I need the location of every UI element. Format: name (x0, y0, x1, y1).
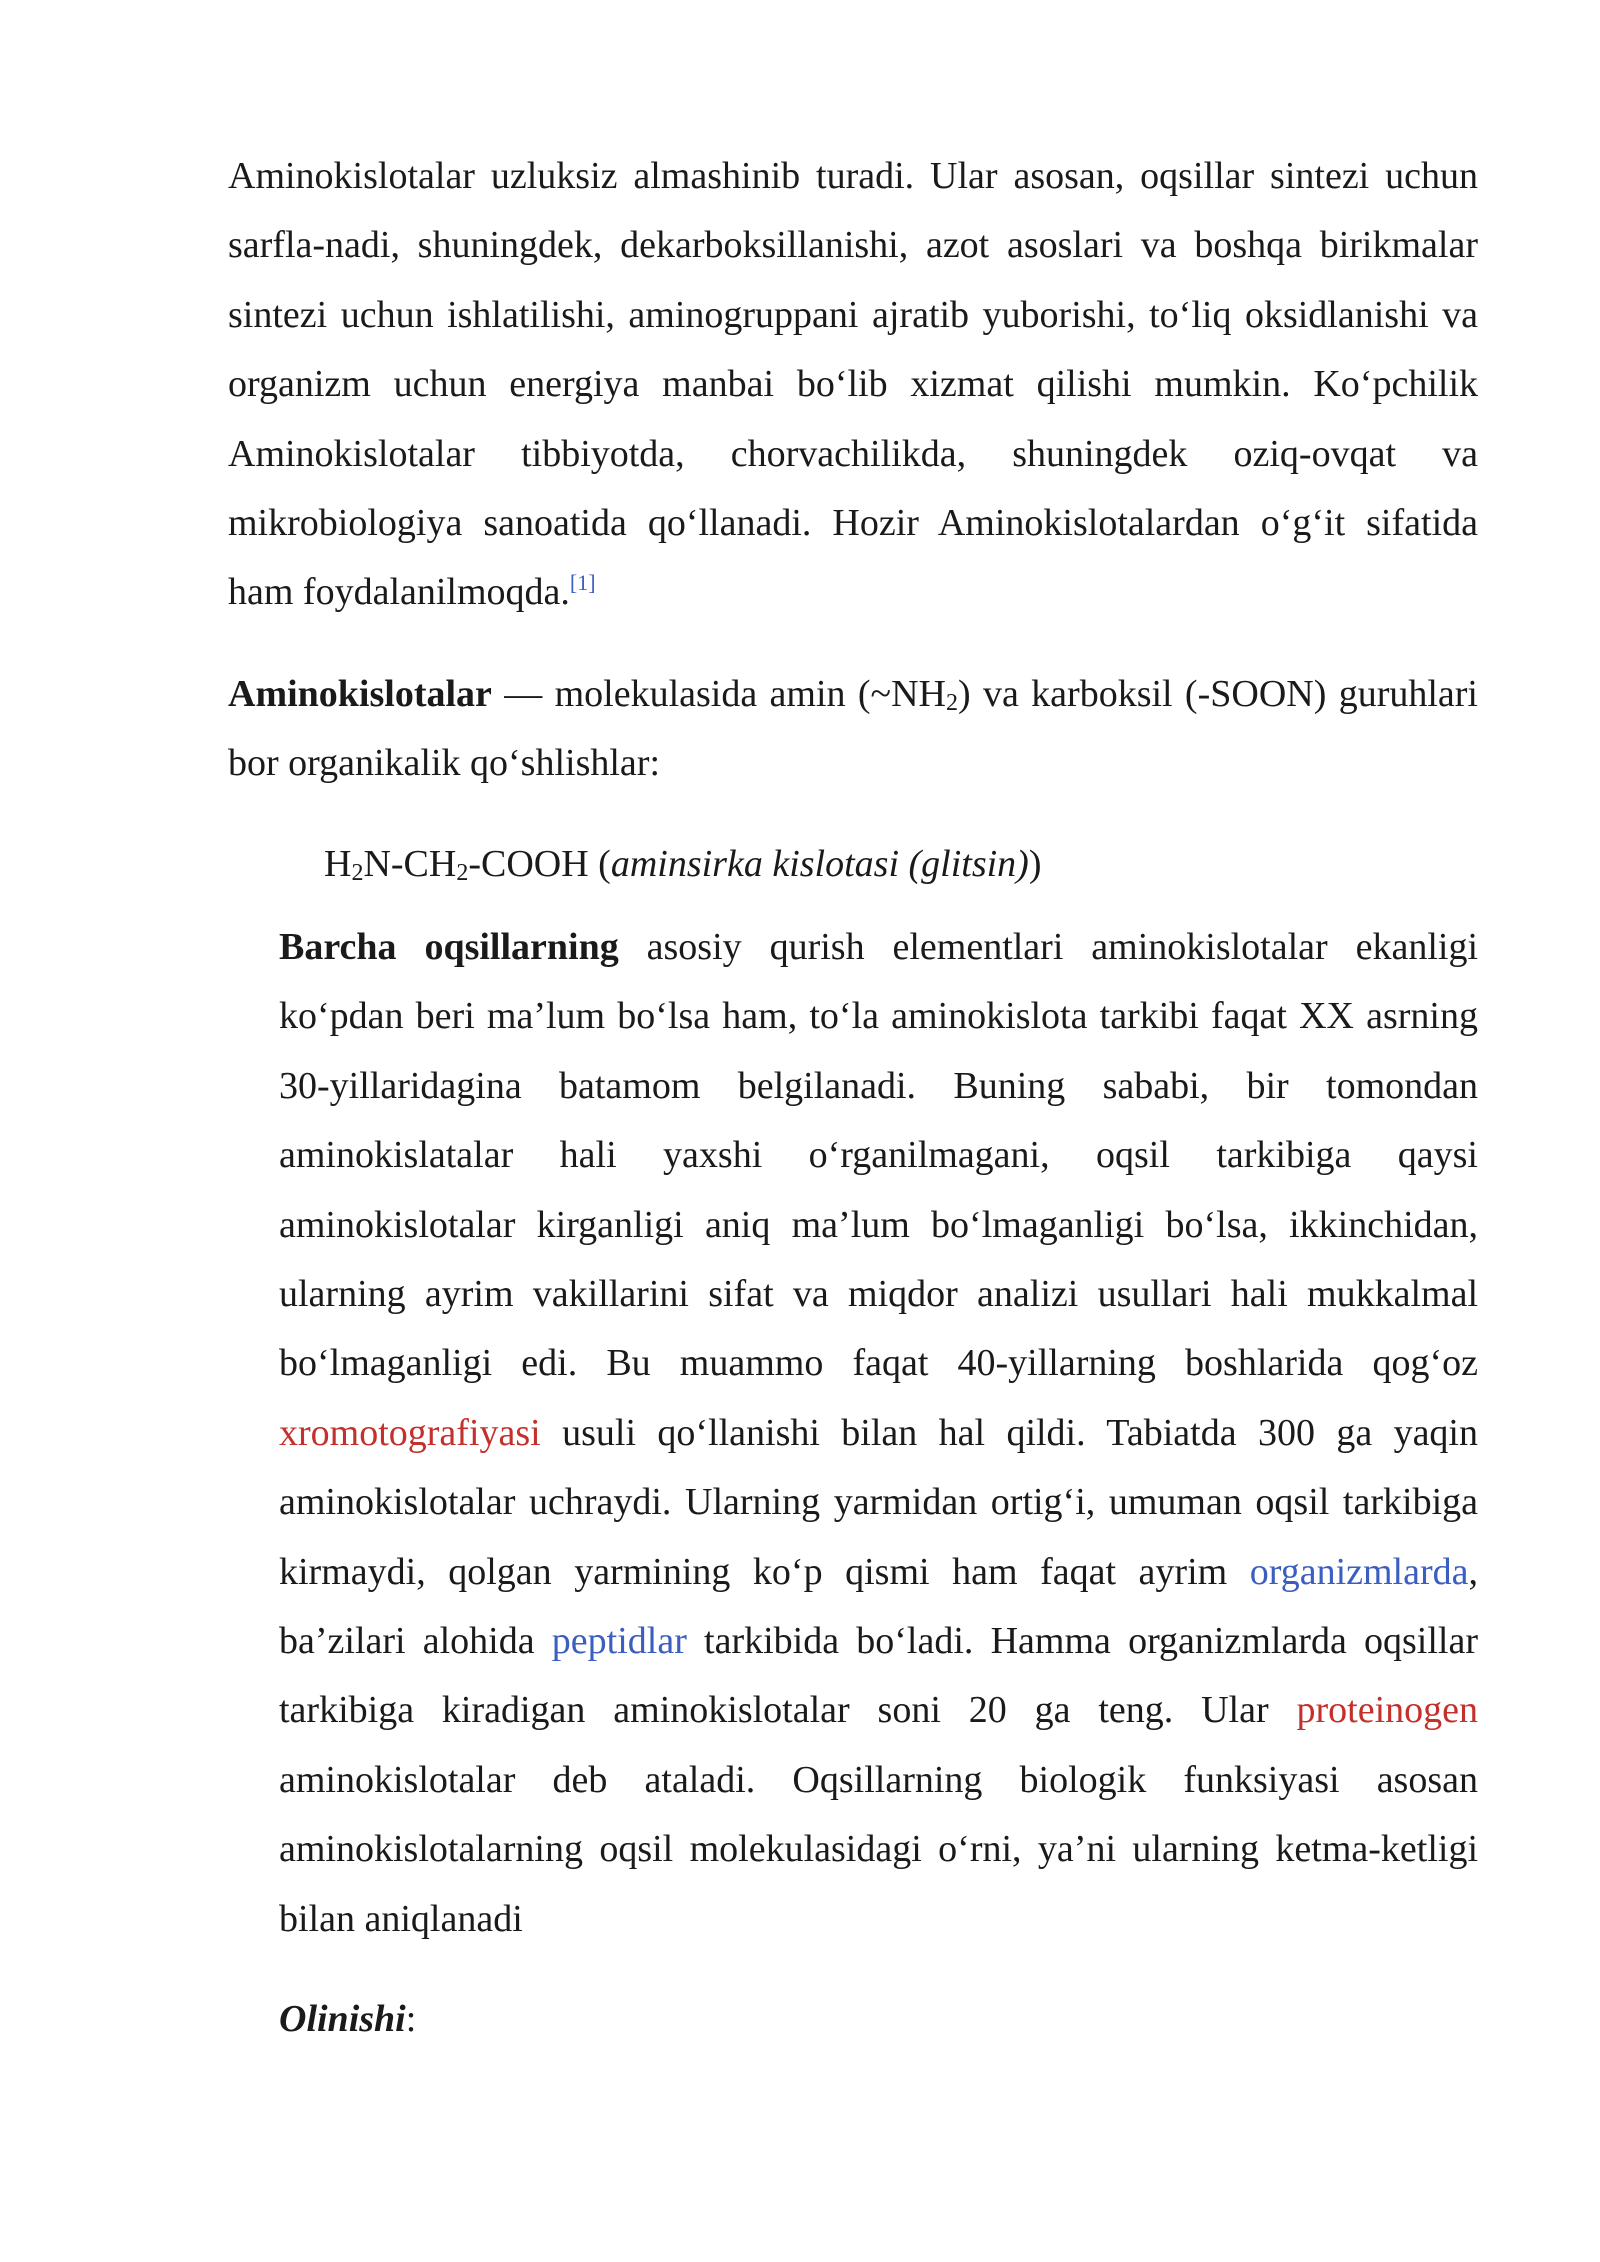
formula-part: H (324, 843, 352, 885)
footnote-ref-link[interactable]: [1] (569, 570, 596, 596)
link-xromotografiyasi[interactable]: xromotografiyasi (279, 1411, 541, 1454)
paragraph-protein-composition (279, 913, 1478, 1954)
definition-term: Aminokislotalar (228, 673, 492, 715)
formula-name: aminsirka kislotasi (glitsin) (610, 843, 1029, 885)
glycine-formula (324, 830, 1041, 899)
heading-text: Olinishi (279, 1998, 406, 2040)
definition-text-a: — molekulasida amin (~NH (491, 673, 946, 715)
paragraph-amino-exchange (228, 142, 1478, 628)
heading-colon: : (405, 1998, 417, 2040)
link-proteinogen[interactable]: proteinogen (1296, 1689, 1478, 1732)
subscript: 2 (945, 690, 958, 716)
formula-part: -COOH ( (468, 843, 611, 885)
paragraph-text: Aminokislotalar uzluksiz almashinib turadi. Ular asosan, oqsillar sintezi uchun sarfla-nadi, shuningdek, dekarboksillanishi, azot asoslari va boshqa birikmalar sintezi uchun ishlatilishi, aminogruppani ajratib yuborishi, to‘liq oksidlanishi va organizm uchun energiya manbai bo‘lib xizmat qilishi mumkin. Ko‘pchilik Aminokislotalar tibbiyotda, chorvachilikda, shuningdek oziq-ovqat va mikrobiologiya sanoatida qo‘llanadi. Hozir Aminokislotalardan o‘g‘it sifatida ham foydalanilmoqda. (228, 155, 1478, 614)
definition-text-b: ) va karboksil (-SOON) guruhlari bor organikalik qo‘shlishlar: (228, 673, 1478, 785)
link-organizmlarda[interactable]: organizmlarda (1249, 1550, 1469, 1593)
subscript: 2 (351, 860, 364, 886)
formula-part: ) (1028, 843, 1042, 885)
paragraph-text: tarkibida bo‘ladi. Hamma organizmlarda oqsillar tarkibiga kiradigan aminokislotalar soni 20 ga teng. Ular (279, 1620, 1478, 1732)
paragraph-definition (228, 660, 1478, 799)
paragraph-lead-bold: Barcha oqsillarning (279, 926, 619, 968)
paragraph-text: aminokislotalar deb ataladi. Oqsillarning biologik funksiyasi asosan aminokislotalarning oqsil molekulasidagi o‘rni, ya’ni ularning ketma-ketligi bilan aniqlanadi (279, 1758, 1478, 1940)
paragraph-text: , ba’zilari alohida (279, 1550, 1478, 1663)
section-heading-olinishi (279, 1985, 416, 2054)
link-peptidlar[interactable]: peptidlar (551, 1620, 687, 1663)
formula-part: N-CH (363, 843, 457, 885)
paragraph-text: asosiy qurish elementlari aminokislotalar ekanligi ko‘pdan beri ma’lum bo‘lsa ham, to‘la aminokislota tarkibi faqat XX asrning 30-yillaridagina batamom belgilanadi. Buning sababi, bir tomondan aminokislatalar hali yaxshi o‘rganilmagani, oqsil tarkibiga qaysi aminokislotalar kirganligi aniq ma’lum bo‘lmaganligi bo‘lsa, ikkinchidan, ularning ayrim vakillarini sifat va miqdor analizi usullari hali mukkalmal bo‘lmaganligi edi. Bu muammo faqat 40-yillarning boshlarida qog‘oz (279, 926, 1479, 1385)
subscript: 2 (456, 860, 469, 886)
paragraph-text: usuli qo‘llanishi bilan hal qildi. Tabiatda 300 ga yaqin aminokislotalar uchraydi. Ularning yarmidan ortig‘i, umuman oqsil tarkibiga kirmaydi, qolgan yarmining ko‘p qismi ham faqat ayrim (279, 1411, 1478, 1593)
